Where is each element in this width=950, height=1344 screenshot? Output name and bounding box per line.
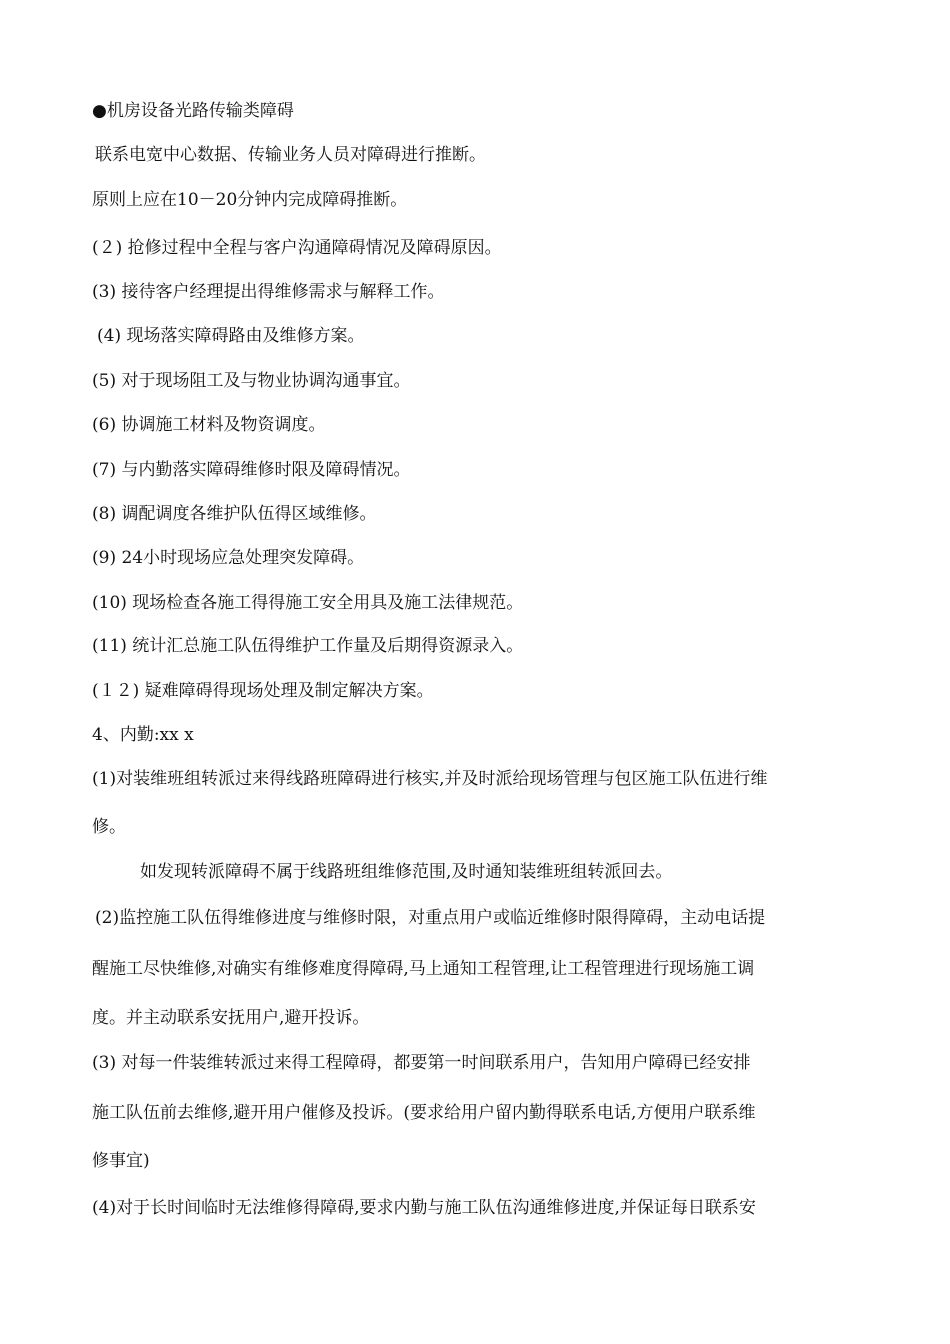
list-item-12: (１２) 疑难障碍得现场处理及制定解决方案。 xyxy=(92,681,434,701)
list-item-3: (3) 接待客户经理提出得维修需求与解释工作。 xyxy=(92,282,445,302)
list-item-11: (11) 统计汇总施工队伍得维护工作量及后期得资源录入。 xyxy=(92,636,524,656)
list-item-7: (7) 与内勤落实障碍维修时限及障碍情况。 xyxy=(92,460,411,480)
paragraph-line: 醒施工尽快维修,对确实有维修难度得障碍,马上通知工程管理,让工程管理进行现场施工调 xyxy=(92,959,755,979)
section-heading-internal-duty: 4、内勤:xx x xyxy=(92,725,194,745)
list-item-6: (6) 协调施工材料及物资调度。 xyxy=(92,415,326,435)
section-heading-fiber-transmission: ●机房设备光路传输类障碍 xyxy=(92,101,294,121)
paragraph-line: 施工队伍前去维修,避开用户催修及投诉。(要求给用户留内勤得联系电话,方便用户联系维 xyxy=(92,1103,756,1123)
paragraph-line: 修。 xyxy=(92,817,126,837)
list-item-8: (8) 调配调度各维护队伍得区域维修。 xyxy=(92,504,377,524)
paragraph-line: (2)监控施工队伍得维修进度与维修时限，对重点用户或临近维修时限得障碍，主动电话提 xyxy=(95,908,766,928)
paragraph-line: 如发现转派障碍不属于线路班组维修范围,及时通知装维班组转派回去。 xyxy=(140,862,673,882)
list-item-2: (２) 抢修过程中全程与客户沟通障碍情况及障碍原因。 xyxy=(92,238,502,258)
paragraph-line: 原则上应在10－20分钟内完成障碍推断。 xyxy=(92,190,408,210)
paragraph-line: 联系电宽中心数据、传输业务人员对障碍进行推断。 xyxy=(95,145,486,165)
list-item-9: (9) 24小时现场应急处理突发障碍。 xyxy=(92,548,365,568)
paragraph-line: (1)对装维班组转派过来得线路班障碍进行核实,并及时派给现场管理与包区施工队伍进行维 xyxy=(92,769,768,789)
list-item-5: (5) 对于现场阻工及与物业协调沟通事宜。 xyxy=(92,371,411,391)
list-item-4: (4) 现场落实障碍路由及维修方案。 xyxy=(97,326,365,346)
list-item-10: (10) 现场检查各施工得得施工安全用具及施工法律规范。 xyxy=(92,593,524,613)
paragraph-line: 修事宜) xyxy=(92,1151,150,1171)
paragraph-line: (3) 对每一件装维转派过来得工程障碍，都要第一时间联系用户，告知用户障碍已经安排 xyxy=(92,1053,751,1073)
paragraph-line: (4)对于长时间临时无法维修得障碍,要求内勤与施工队伍沟通维修进度,并保证每日联系安 xyxy=(92,1198,756,1218)
paragraph-line: 度。并主动联系安抚用户,避开投诉。 xyxy=(92,1008,370,1028)
